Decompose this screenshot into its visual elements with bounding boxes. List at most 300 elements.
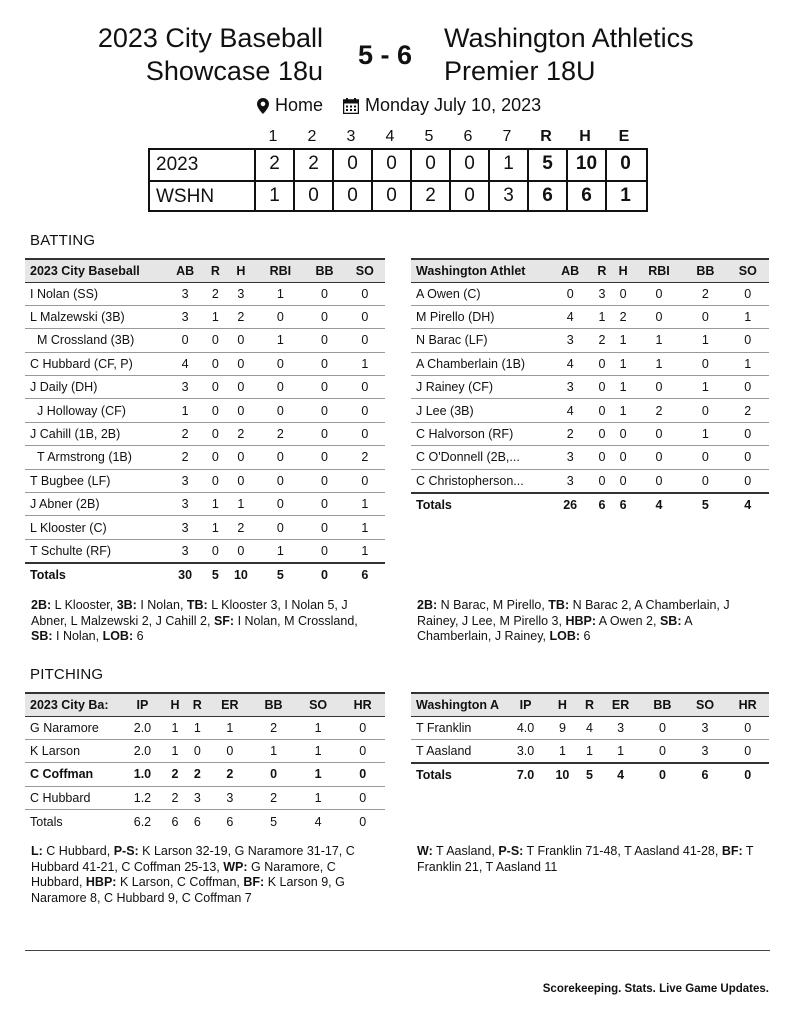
linescore-row (148, 180, 648, 212)
stat-cell: 2 (727, 399, 769, 422)
stat-cell: 0 (345, 329, 385, 352)
stat-cell: 1 (164, 716, 186, 739)
linescore-col-header: 2 (307, 128, 317, 145)
table-row (411, 282, 769, 305)
column-header: H (546, 693, 579, 716)
stat-cell: 3 (600, 716, 641, 739)
pitching-title: PITCHING (30, 666, 104, 683)
table-row (411, 305, 769, 328)
stat-cell: 1 (256, 539, 304, 562)
totals-cell: Totals (30, 814, 63, 829)
player-name: J Holloway (CF) (25, 399, 165, 422)
home-team-name (98, 22, 323, 88)
stat-cell: 1 (208, 716, 251, 739)
table-row (411, 422, 769, 445)
table-row (25, 516, 385, 539)
note-label: TB: (548, 598, 570, 612)
player-name: T Schulte (RF) (25, 539, 165, 562)
stat-cell: 3 (684, 716, 727, 739)
stat-cell: 0 (727, 469, 769, 492)
totals-cell: 5 (684, 493, 726, 516)
stat-cell: 0 (591, 376, 612, 399)
linescore-col-header: 5 (424, 128, 434, 145)
note-label: LOB: (549, 629, 581, 643)
note-label: BF: (721, 844, 743, 858)
stat-cell: 3 (684, 739, 727, 762)
stat-cell: 0 (634, 376, 685, 399)
stat-cell: 0 (205, 446, 225, 469)
stat-cell: 3 (165, 469, 205, 492)
totals-cell: 6 (171, 814, 179, 829)
stat-cell: 0 (304, 493, 344, 516)
stat-cell: 2 (225, 422, 256, 445)
stat-cell: 1 (256, 329, 304, 352)
stat-cell: 3 (165, 493, 205, 516)
table-header-row (411, 259, 769, 282)
stat-cell: 3 (165, 539, 205, 562)
linescore-cell: 6 (566, 182, 605, 210)
note-label: HBP: (85, 875, 117, 889)
stat-cell: 1 (613, 399, 634, 422)
stat-cell: 0 (345, 469, 385, 492)
linescore-col-header: H (579, 128, 591, 145)
stat-cell: 0 (304, 376, 344, 399)
note-text: G Naramore, C Hubbard, (31, 859, 336, 889)
stat-cell: 0 (186, 739, 208, 762)
linescore-col-header: 7 (502, 128, 512, 145)
note-text: L Klooster, (51, 598, 117, 612)
stat-cell: 0 (727, 376, 769, 399)
table-row (411, 446, 769, 469)
stat-cell: 1 (251, 739, 296, 762)
table-row (411, 716, 769, 739)
stat-cell: 2 (164, 786, 186, 809)
player-name: T Armstrong (1B) (25, 446, 165, 469)
stat-cell: 1 (345, 516, 385, 539)
stat-cell: 0 (251, 763, 296, 786)
stat-cell: 0 (225, 539, 256, 562)
stat-cell: 1 (600, 739, 641, 762)
stat-cell: 3 (549, 376, 591, 399)
totals-cell: 30 (165, 563, 205, 586)
column-header: Washington Athlet (411, 259, 549, 282)
stat-cell: 2 (613, 305, 634, 328)
note-label: BF: (243, 875, 265, 889)
stat-cell: 0 (726, 716, 769, 739)
stat-cell: 1 (727, 305, 769, 328)
stat-cell: 1 (296, 739, 341, 762)
stat-cell: 0 (613, 422, 634, 445)
stat-cell: 3 (165, 282, 205, 305)
player-name: L Klooster (C) (25, 516, 165, 539)
stat-cell: 1 (296, 763, 341, 786)
stat-cell: 1 (296, 716, 341, 739)
table-row (25, 446, 385, 469)
note-label: SF: (213, 613, 235, 628)
column-header: BB (304, 259, 344, 282)
player-name: M Crossland (3B) (25, 329, 165, 352)
column-header: SO (684, 693, 727, 716)
linescore-cell: 2 (254, 150, 293, 180)
table-row (25, 493, 385, 516)
stat-cell: 0 (613, 446, 634, 469)
stat-cell: 1 (345, 352, 385, 375)
stat-cell: 0 (591, 352, 612, 375)
column-header: HR (340, 693, 385, 716)
stat-cell: 0 (208, 739, 251, 762)
linescore-col-header: 6 (463, 128, 473, 145)
footer-tagline: Scorekeeping. Stats. Live Game Updates. (542, 983, 769, 995)
stat-cell: 0 (225, 376, 256, 399)
player-name: J Abner (2B) (25, 493, 165, 516)
stat-cell: 0 (634, 446, 685, 469)
note-label: SB: (31, 629, 53, 643)
totals-row (411, 493, 769, 516)
stat-cell: 0 (205, 352, 225, 375)
note-label: WP: (223, 859, 248, 874)
stat-cell: 4 (549, 399, 591, 422)
stat-cell: 2 (251, 786, 296, 809)
stat-cell: 2 (549, 422, 591, 445)
stat-cell: 1 (296, 786, 341, 809)
stat-cell: 0 (256, 516, 304, 539)
batting-title: BATTING (30, 232, 96, 249)
stat-cell: 0 (684, 399, 726, 422)
stat-cell: 0 (205, 329, 225, 352)
stat-cell: 1 (546, 739, 579, 762)
stat-cell: 0 (256, 469, 304, 492)
table-row (25, 763, 385, 786)
note-text: K Larson 32-19, G Naramore 31-17, C Hubbard 41-21, C Coffman 25-13, (31, 844, 355, 874)
column-header: 2023 City Ba: (25, 693, 121, 716)
column-header: AB (549, 259, 591, 282)
stat-cell: 1 (186, 716, 208, 739)
stat-cell: 9 (546, 716, 579, 739)
linescore-col-header: 4 (385, 128, 395, 145)
linescore-cell: 0 (332, 150, 371, 180)
column-header: R (186, 693, 208, 716)
table-header-row (25, 259, 385, 282)
note-text: T Franklin 71-48, T Aasland 41-28, (523, 844, 722, 858)
away-team-line1: Washington Athletics (444, 23, 694, 53)
stat-cell: 0 (641, 716, 684, 739)
stat-cell: 3 (549, 329, 591, 352)
totals-cell: 10 (225, 563, 256, 586)
home-team-line2: Showcase 18u (145, 56, 323, 86)
stat-cell: 0 (304, 539, 344, 562)
totals-cell: 6 (193, 814, 201, 829)
totals-cell: 0 (359, 814, 367, 829)
stat-cell: 1 (591, 305, 612, 328)
stat-cell: 0 (684, 305, 726, 328)
stat-cell: 0 (345, 422, 385, 445)
stat-cell: 2 (256, 422, 304, 445)
stat-cell: 4 (549, 352, 591, 375)
linescore (148, 128, 648, 212)
note-text: K Larson 9, G Naramore 8, C Hubbard 9, C Coffman 7 (31, 875, 345, 905)
note-text: L Klooster 3, I Nolan 5, J Abner, L Malzewski 2, J Cahill 2, (31, 598, 348, 628)
stat-cell: 0 (345, 305, 385, 328)
stat-cell: 2 (225, 516, 256, 539)
player-name: K Larson (25, 739, 121, 762)
linescore-cell: 0 (449, 150, 488, 180)
stat-cell: 4 (165, 352, 205, 375)
note-text: I Nolan, M Crossland, (234, 613, 358, 628)
note-label: 3B: (116, 598, 137, 612)
stat-cell: 4 (549, 305, 591, 328)
player-name: C O'Donnell (2B,... (411, 446, 549, 469)
stat-cell: 0 (684, 469, 726, 492)
table-row (25, 376, 385, 399)
stat-cell: 2 (205, 282, 225, 305)
away-batting-table (411, 258, 769, 516)
stat-cell: 3 (165, 516, 205, 539)
stat-cell: 1 (165, 399, 205, 422)
player-name: A Owen (C) (411, 282, 549, 305)
note-text: 6 (133, 629, 144, 643)
totals-cell: 6 (684, 763, 727, 786)
stat-cell: 3 (186, 786, 208, 809)
note-text: I Nolan, (52, 629, 103, 643)
player-name: T Franklin (411, 716, 505, 739)
stat-cell: 1 (727, 352, 769, 375)
calendar-icon (343, 98, 359, 114)
totals-cell: 6 (591, 493, 612, 516)
stat-cell: 4 (579, 716, 600, 739)
linescore-team: WSHN (156, 186, 215, 207)
home-batting-notes (31, 598, 381, 645)
away-team-name (444, 22, 694, 88)
linescore-cell: 0 (605, 150, 644, 180)
column-header: BB (251, 693, 296, 716)
stat-cell: 3 (549, 469, 591, 492)
stat-cell: 0 (591, 469, 612, 492)
totals-cell: 5 (270, 814, 278, 829)
stat-cell: 0 (165, 329, 205, 352)
stat-cell: 2 (208, 763, 251, 786)
player-name: N Barac (LF) (411, 329, 549, 352)
stat-cell: 0 (340, 786, 385, 809)
stat-cell: 2 (684, 282, 726, 305)
totals-cell: 6 (613, 493, 634, 516)
note-label: HBP: (565, 613, 597, 628)
stat-cell: 0 (727, 329, 769, 352)
table-row (25, 329, 385, 352)
linescore-cell: 6 (527, 182, 566, 210)
stat-cell: 2 (165, 446, 205, 469)
linescore-cell: 0 (371, 182, 410, 210)
stat-cell: 0 (613, 469, 634, 492)
linescore-body (148, 148, 648, 212)
stat-cell: 0 (225, 352, 256, 375)
stat-cell: 0 (727, 282, 769, 305)
stat-cell: 1 (345, 539, 385, 562)
linescore-cell: 0 (371, 150, 410, 180)
stat-cell: 2 (186, 763, 208, 786)
date-label: Monday July 10, 2023 (365, 95, 542, 115)
stat-cell: 0 (304, 422, 344, 445)
location-pin-icon (257, 98, 269, 114)
stat-cell: 0 (634, 282, 685, 305)
stat-cell: 0 (205, 399, 225, 422)
player-name: I Nolan (SS) (25, 282, 165, 305)
final-score: 5 - 6 (357, 40, 413, 70)
stat-cell: 0 (225, 329, 256, 352)
totals-row (25, 810, 385, 833)
stat-cell: 0 (256, 352, 304, 375)
linescore-row (148, 148, 648, 180)
totals-row (411, 763, 769, 786)
stat-cell: 0 (591, 399, 612, 422)
home-pitching-table (25, 692, 385, 833)
note-label: P-S: (113, 844, 139, 858)
note-text: A Owen 2, (596, 613, 660, 628)
linescore-cell: 2 (410, 182, 449, 210)
totals-cell: 4 (727, 493, 769, 516)
column-header: SO (727, 259, 769, 282)
totals-cell: 5 (256, 563, 304, 586)
stat-cell: 0 (727, 446, 769, 469)
stat-cell: 0 (726, 739, 769, 762)
player-name: M Pirello (DH) (411, 305, 549, 328)
note-text: N Barac, M Pirello, (437, 598, 549, 612)
column-header: SO (345, 259, 385, 282)
linescore-col-header: E (618, 128, 630, 145)
stat-cell: 2 (591, 329, 612, 352)
totals-cell: 10 (546, 763, 579, 786)
totals-cell: 0 (304, 563, 344, 586)
note-text: N Barac 2, A Chamberlain, J Rainey, J Lee, M Pirello 3, (417, 598, 730, 628)
stat-cell: 0 (205, 422, 225, 445)
game-location (257, 95, 323, 116)
stat-cell: 0 (727, 422, 769, 445)
stat-cell: 2 (225, 305, 256, 328)
column-header: IP (121, 693, 164, 716)
player-name: T Bugbee (LF) (25, 469, 165, 492)
stat-cell: 0 (345, 376, 385, 399)
stat-cell: 0 (205, 376, 225, 399)
stat-cell: 1 (256, 282, 304, 305)
linescore-cell: 1 (605, 182, 644, 210)
stat-cell: 1 (205, 493, 225, 516)
stat-cell: 0 (225, 446, 256, 469)
linescore-cell: 0 (332, 182, 371, 210)
stat-cell: 0 (340, 739, 385, 762)
stat-cell: 3 (591, 282, 612, 305)
player-name: T Aasland (411, 739, 505, 762)
column-header: ER (208, 693, 251, 716)
stat-cell: 1.0 (121, 763, 164, 786)
stat-cell: 2.0 (121, 716, 164, 739)
stat-cell: 1 (684, 329, 726, 352)
stat-cell: 0 (205, 539, 225, 562)
column-header: H (613, 259, 634, 282)
stat-cell: 0 (591, 446, 612, 469)
stat-cell: 1 (684, 376, 726, 399)
column-header: RBI (634, 259, 685, 282)
stat-cell: 0 (304, 352, 344, 375)
note-label: W: (417, 844, 433, 858)
stat-cell: 1 (634, 352, 685, 375)
note-label: LOB: (102, 629, 134, 643)
totals-cell: 0 (641, 763, 684, 786)
linescore-header (148, 128, 648, 148)
stat-cell: 1 (225, 493, 256, 516)
stat-cell: 3 (225, 282, 256, 305)
table-row (25, 539, 385, 562)
linescore-team: 2023 (156, 154, 199, 175)
totals-row (25, 563, 385, 586)
table-row (411, 376, 769, 399)
linescore-col-header: 3 (346, 128, 356, 145)
stat-cell: 0 (641, 739, 684, 762)
note-text: C Hubbard, (42, 844, 114, 858)
note-label: P-S: (498, 844, 524, 858)
column-header: RBI (256, 259, 304, 282)
stat-cell: 0 (256, 376, 304, 399)
note-text: 6 (580, 629, 591, 643)
note-label: SB: (659, 613, 682, 628)
player-name: J Daily (DH) (25, 376, 165, 399)
stat-cell: 0 (634, 469, 685, 492)
stat-cell: 3 (549, 446, 591, 469)
stat-cell: 2.0 (121, 739, 164, 762)
stat-cell: 0 (304, 329, 344, 352)
totals-cell: 26 (549, 493, 591, 516)
stat-cell: 0 (549, 282, 591, 305)
game-header (0, 22, 811, 92)
column-header: BB (641, 693, 684, 716)
totals-cell: 4 (314, 814, 322, 829)
totals-cell: 5 (205, 563, 225, 586)
stat-cell: 0 (634, 422, 685, 445)
linescore-cell: 3 (488, 182, 527, 210)
home-team-line1: 2023 City Baseball (97, 23, 323, 53)
column-header: IP (505, 693, 546, 716)
table-row (25, 786, 385, 809)
player-name: L Malzewski (3B) (25, 305, 165, 328)
table-row (25, 739, 385, 762)
stat-cell: 1 (205, 516, 225, 539)
stat-cell: 1 (164, 739, 186, 762)
column-header: AB (165, 259, 205, 282)
stat-cell: 2 (634, 399, 685, 422)
player-name: J Lee (3B) (411, 399, 549, 422)
location-label: Home (275, 95, 324, 115)
stat-cell: 1.2 (121, 786, 164, 809)
player-name: J Rainey (CF) (411, 376, 549, 399)
note-text: K Larson, C Coffman, (116, 875, 244, 889)
linescore-cell: 10 (566, 150, 605, 180)
column-header: R (579, 693, 600, 716)
game-meta (0, 95, 811, 119)
table-row (25, 469, 385, 492)
table-row (411, 739, 769, 762)
stat-cell: 1 (205, 305, 225, 328)
stat-cell: 0 (684, 446, 726, 469)
stat-cell: 0 (345, 399, 385, 422)
note-label: 2B: (417, 598, 438, 612)
player-name: G Naramore (25, 716, 121, 739)
stat-cell: 1 (684, 422, 726, 445)
table-row (411, 352, 769, 375)
stat-cell: 3 (165, 305, 205, 328)
away-batting-notes (417, 598, 767, 645)
stat-cell: 0 (304, 446, 344, 469)
table-header-row (411, 693, 769, 716)
stat-cell: 2 (251, 716, 296, 739)
stat-cell: 0 (225, 469, 256, 492)
